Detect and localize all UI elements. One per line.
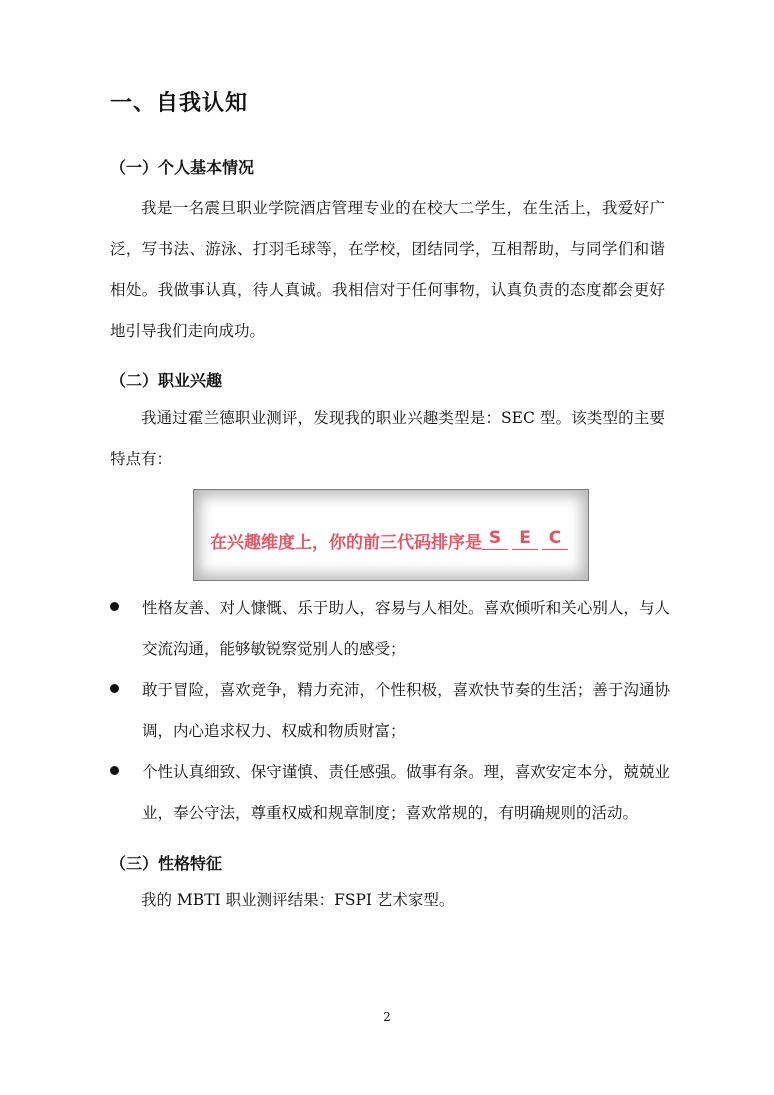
bullet-icon [110, 766, 119, 775]
list-item [110, 588, 670, 670]
list-item-text: 个性认真细致、保守谨慎、责任感强。做事有条。理，喜欢安定本分，兢兢业业，奉公守法，尊重权威和规章制度；喜欢常规的，有明确规则的活动。 [142, 763, 670, 822]
code-letter-1: S [482, 528, 508, 550]
banner-text: 在兴趣维度上，你的前三代码排序是 [210, 533, 482, 553]
paragraph-career-interest: 我通过霍兰德职业测评，发现我的职业兴趣类型是：SEC 型。该类型的主要特点有： [110, 409, 665, 468]
subsection-title-career-interest: （二）职业兴趣 [110, 371, 223, 390]
code-letter-2: E [512, 528, 538, 550]
subsection-title-personality: （三）性格特征 [110, 854, 223, 873]
list-item [110, 752, 670, 834]
list-item-text: 性格友善、对人慷慨、乐于助人，容易与人相处。喜欢倾听和关心别人，与人交流沟通，能够敏锐察觉别人的感受； [142, 599, 670, 658]
paragraph-personality: 我的 MBTI 职业测评结果：FSPI 艺术家型。 [141, 891, 455, 909]
bullet-icon [110, 602, 119, 611]
subsection-title-basic-info: （一）个人基本情况 [110, 158, 255, 177]
list-item [110, 670, 670, 752]
section-title: 一、自我认知 [110, 91, 249, 116]
paragraph-basic-info: 我是一名震旦职业学院酒店管理专业的在校大二学生，在生活上，我爱好广泛，写书法、游泳、打羽毛球等，在学校，团结同学，互相帮助，与同学们和谐相处。我做事认真，待人真诚。我相信对于任何事物，认真负责的态度都会更好地引导我们走向成功。 [110, 199, 665, 340]
bullet-icon [110, 684, 119, 693]
page-number: 2 [383, 1010, 391, 1024]
holland-code-banner [193, 489, 589, 581]
list-item-text: 敢于冒险，喜欢竞争，精力充沛，个性积极，喜欢快节奏的生活；善于沟通协调，内心追求权力、权威和物质财富； [142, 681, 670, 740]
code-letter-3: C [542, 528, 568, 550]
